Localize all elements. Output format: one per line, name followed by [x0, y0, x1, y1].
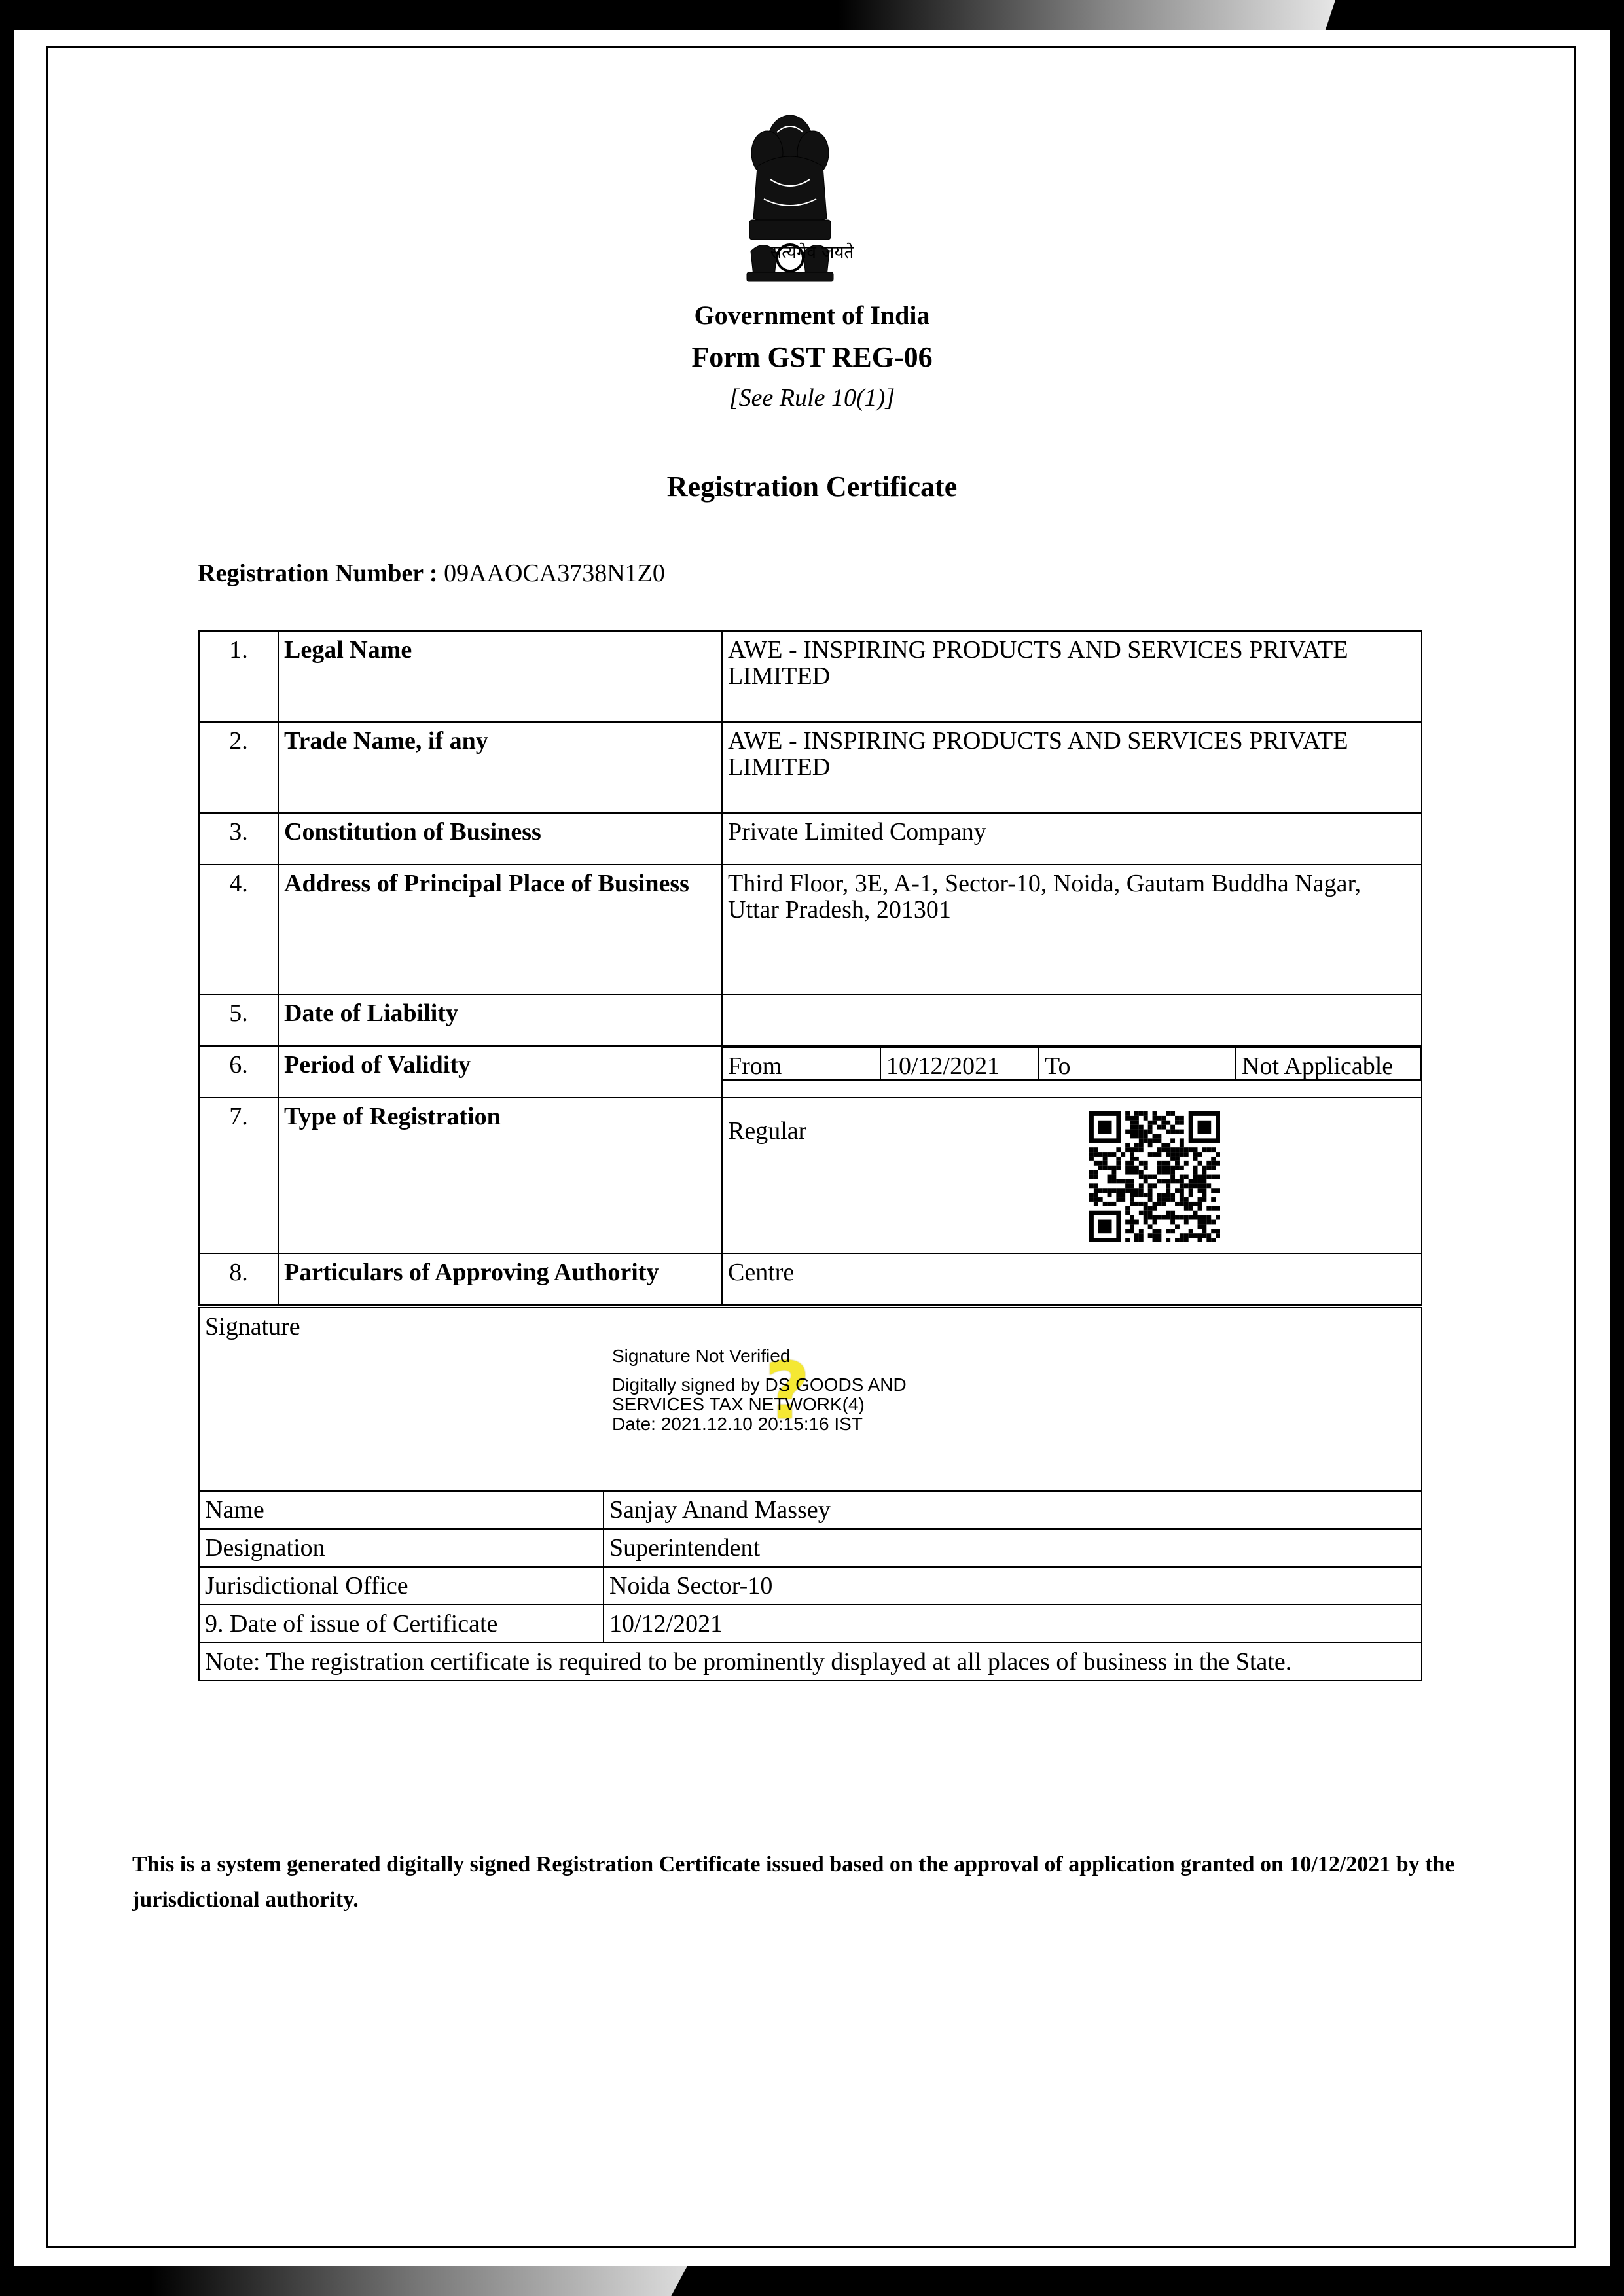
table-row: [199, 1567, 1422, 1605]
date-of-liability-value: [722, 994, 1422, 1046]
national-emblem-icon: [731, 101, 849, 297]
table-row: [199, 1046, 1422, 1098]
display-note: Note: The registration certificate is required to be prominently displayed at all places of business in the State.: [199, 1643, 1422, 1681]
approving-authority-value: Centre: [722, 1253, 1422, 1305]
constitution-value: Private Limited Company: [722, 813, 1422, 865]
rule-reference: [See Rule 10(1)]: [729, 384, 895, 412]
row-number: 6.: [199, 1046, 278, 1098]
emblem-motto: सत्यमेव जयते: [770, 243, 854, 262]
table-row: [199, 994, 1422, 1046]
certificate-title: Registration Certificate: [666, 471, 958, 503]
row-number: 3.: [199, 813, 278, 865]
row-number: 1.: [199, 631, 278, 722]
question-mark-icon: ?: [765, 1346, 810, 1437]
row-label: Trade Name, if any: [278, 722, 722, 813]
table-row: [199, 865, 1422, 994]
legal-name-value: AWE - INSPIRING PRODUCTS AND SERVICES PRIVATE LIMITED: [722, 631, 1422, 722]
row-number: 4.: [199, 865, 278, 994]
row-number: 5.: [199, 994, 278, 1046]
form-heading: Form GST REG-06: [691, 341, 933, 373]
signature-table: [198, 1307, 1422, 1681]
issue-date-value: 10/12/2021: [604, 1605, 1422, 1643]
registration-number: [198, 559, 665, 588]
registration-type-cell: [722, 1098, 1422, 1253]
certificate-page: [14, 30, 1610, 2266]
qr-code-icon: [1089, 1111, 1220, 1242]
table-row: [199, 1491, 1422, 1529]
signature-date: Date: 2021.12.10 20:15:16 IST: [612, 1414, 863, 1434]
issue-date-label: 9. Date of issue of Certificate: [199, 1605, 604, 1643]
validity-inner-table: [723, 1047, 1421, 1081]
row-label: Address of Principal Place of Business: [278, 865, 722, 994]
officer-name-label: Name: [199, 1491, 604, 1529]
registration-type-value: Regular: [728, 1117, 807, 1145]
signature-status: Signature Not Verified: [612, 1346, 791, 1366]
details-table: [198, 630, 1422, 1306]
signature-cell: [199, 1308, 1422, 1491]
frame-bottom-gradient: [151, 2266, 687, 2296]
table-row: [199, 1529, 1422, 1567]
table-row: [199, 1098, 1422, 1253]
government-heading: Government of India: [694, 300, 930, 330]
registration-number-value: 09AAOCA3738N1Z0: [444, 560, 665, 587]
validity-to-label: To: [1039, 1047, 1236, 1080]
registration-number-label: Registration Number :: [198, 560, 438, 587]
row-number: 7.: [199, 1098, 278, 1253]
signed-by-line1: Digitally signed by DS GOODS AND: [612, 1374, 907, 1395]
officer-name-value: Sanjay Anand Massey: [604, 1491, 1422, 1529]
row-label: Legal Name: [278, 631, 722, 722]
validity-from-label: From: [723, 1047, 880, 1080]
table-row: [199, 1605, 1422, 1643]
table-row: [199, 1643, 1422, 1681]
row-label: Type of Registration: [278, 1098, 722, 1253]
row-label: Period of Validity: [278, 1046, 722, 1098]
table-row: [199, 631, 1422, 722]
jurisdictional-office-value: Noida Sector-10: [604, 1567, 1422, 1605]
table-row: [199, 1253, 1422, 1305]
table-row: [199, 722, 1422, 813]
designation-label: Designation: [199, 1529, 604, 1567]
row-number: 2.: [199, 722, 278, 813]
row-label: Date of Liability: [278, 994, 722, 1046]
row-label: Constitution of Business: [278, 813, 722, 865]
validity-from-value: 10/12/2021: [880, 1047, 1039, 1080]
digital-signature-stamp: [612, 1346, 907, 1437]
system-generated-note: This is a system generated digitally signed Registration Certificate issued based on the approval of application granted on 10/12/2021 by the jurisdictional authority.: [132, 1852, 1455, 1912]
trade-name-value: AWE - INSPIRING PRODUCTS AND SERVICES PRIVATE LIMITED: [722, 722, 1422, 813]
validity-to-value: Not Applicable: [1236, 1047, 1420, 1080]
row-number: 8.: [199, 1253, 278, 1305]
table-row: [199, 813, 1422, 865]
frame-top-gradient: [838, 0, 1335, 30]
designation-value: Superintendent: [604, 1529, 1422, 1567]
signed-by-line2: SERVICES TAX NETWORK(4): [612, 1394, 865, 1414]
signature-label: Signature: [205, 1313, 300, 1340]
validity-cell: [722, 1046, 1422, 1098]
address-value: Third Floor, 3E, A-1, Sector-10, Noida, Gautam Buddha Nagar, Uttar Pradesh, 201301: [722, 865, 1422, 994]
jurisdictional-office-label: Jurisdictional Office: [199, 1567, 604, 1605]
row-label: Particulars of Approving Authority: [278, 1253, 722, 1305]
